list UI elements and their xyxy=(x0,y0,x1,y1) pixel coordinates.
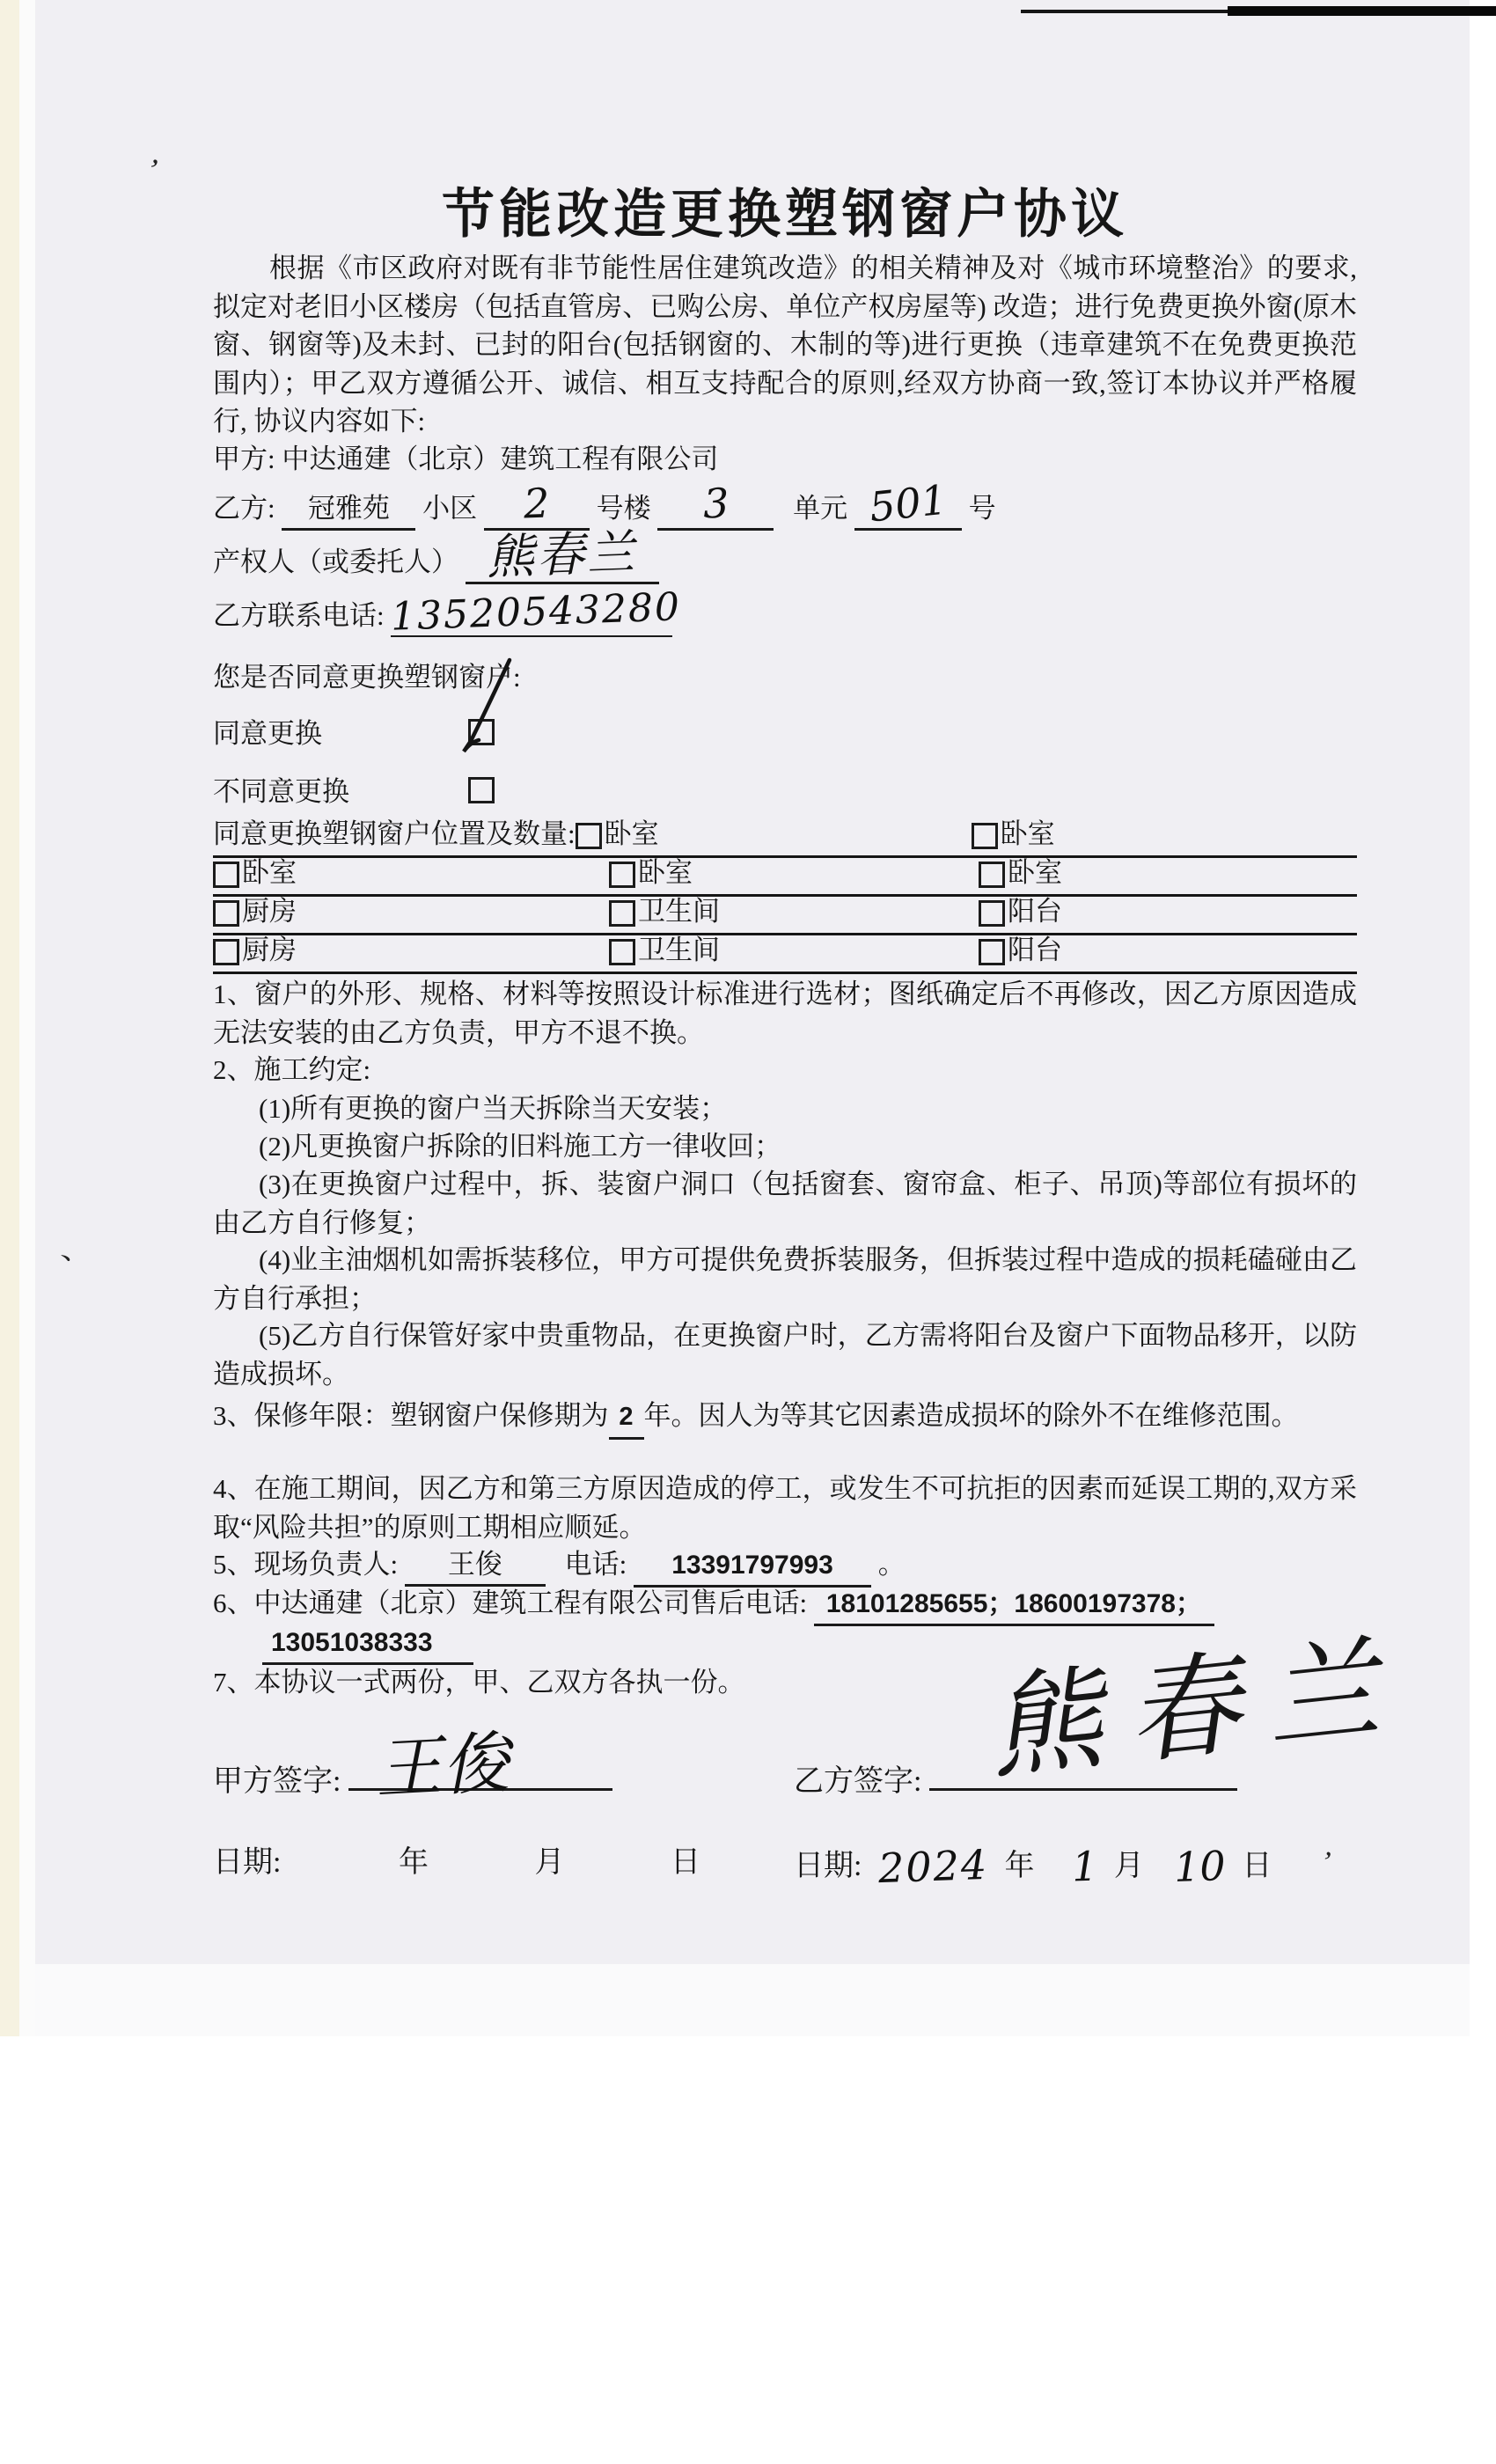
year-suffix: 年 xyxy=(1004,1850,1035,1882)
building-field xyxy=(484,479,590,531)
scanner-background-strip xyxy=(0,0,19,2036)
page-title: 节能改造更换塑钢窗户协议 xyxy=(442,186,1128,244)
party-a-signature-line xyxy=(348,1723,612,1808)
owner-label: 产权人（或委托人） xyxy=(213,546,458,577)
room-label: 厨房 xyxy=(242,935,297,965)
phone-field xyxy=(390,584,683,640)
handwritten-month: 1 xyxy=(1071,1842,1099,1891)
agree-label: 同意更换 xyxy=(213,718,322,749)
ink-mark: ’ xyxy=(143,151,163,188)
room-suffix: 号 xyxy=(968,493,996,524)
unit-field xyxy=(657,479,774,531)
checkbox-icon xyxy=(609,862,635,888)
clause-1: 1、窗户的外形、规格、材料等按照设计标准进行选材；图纸确定后不再修改，因乙方原因造成无法安装的由乙方负责，甲方不退不换。 xyxy=(213,979,1357,1048)
site-manager-value: 王俊 xyxy=(405,1545,546,1587)
clause-2-sub-2: (2)凡更换窗户拆除的旧料施工方一律收回； xyxy=(259,1131,782,1162)
clause-2-sub-5: (5)乙方自行保管好家中贵重物品，在更换窗户时，乙方需将阳台及窗户下面物品移开，以防造成损坏。 xyxy=(213,1320,1357,1390)
aftersales-phones-line1: 18101285655；18600197378； xyxy=(814,1585,1214,1626)
clause-2-sub-4: (4)业主油烟机如需拆装移位，甲方可提供免费拆装服务，但拆装过程中造成的损耗磕碰由乙方自行承担； xyxy=(213,1244,1357,1314)
checkbox-icon xyxy=(972,823,998,849)
room-label: 卫生间 xyxy=(638,896,720,927)
room-label: 卧室 xyxy=(1008,857,1062,888)
warranty-years-value: 2 xyxy=(609,1398,644,1440)
owner-field xyxy=(466,524,659,585)
party-a-date xyxy=(213,1837,794,1885)
room-label: 厨房 xyxy=(242,896,297,927)
phone-label: 乙方联系电话: xyxy=(213,600,385,631)
owner-line xyxy=(213,524,659,585)
building-suffix: 号楼 xyxy=(596,493,651,524)
party-b-date xyxy=(794,1837,1272,1893)
scan-artifact-line xyxy=(1228,6,1496,16)
ink-mark: ’ xyxy=(1318,1845,1335,1880)
clause-3 xyxy=(213,1397,1357,1440)
clause-7: 7、本协议一式两份，甲、乙双方各执一份。 xyxy=(213,1667,745,1698)
community-suffix: 小区 xyxy=(422,493,478,524)
clause-4: 4、在施工期间，因乙方和第三方原因造成的停工，或发生不可抗拒的因素而延误工期的,双方采取“风险共担”的原则工期相应顺延。 xyxy=(213,1473,1357,1543)
handwritten-room: 501 xyxy=(867,475,950,532)
date-label: 日期: xyxy=(794,1850,862,1882)
checkbox-icon xyxy=(979,900,1005,927)
checkbox-icon xyxy=(213,939,239,965)
intro-paragraph: 根据《市区政府对既有非节能性居住建筑改造》的相关精神及对《城市环境整治》的要求,拟定对老旧小区楼房（包括直管房、已购公房、单位产权房屋等) 改造；进行免费更换外窗(原木窗、钢窗等)及未封、已封的阳台(包括钢窗的、木制的等)进行更换（违章建筑不在免费更换范围内）；甲乙双方遵循公开、诚信、相互支持配合的原则,经双方协商一致,签订本协议并严格履行, 协议内容如下: xyxy=(213,253,1357,436)
checkbox-icon xyxy=(213,862,239,888)
clause-5-phone-label: 电话: xyxy=(564,1549,627,1580)
day-suffix: 日 xyxy=(670,1846,700,1879)
clause-2-sub-3: (3)在更换窗户过程中，拆、装窗户洞口（包括窗套、窗帘盒、柜子、吊顶)等部位有损坏的由乙方自行修复； xyxy=(213,1169,1357,1238)
handwritten-building: 2 xyxy=(523,479,551,528)
handwritten-year: 2024 xyxy=(877,1840,989,1893)
checkbox-icon xyxy=(576,823,602,849)
community-field: 冠雅苑 xyxy=(282,489,415,531)
phone-line xyxy=(213,584,683,640)
year-suffix: 年 xyxy=(398,1846,429,1879)
month-suffix: 月 xyxy=(1113,1850,1144,1882)
handwritten-day: 10 xyxy=(1173,1841,1227,1892)
locations-row xyxy=(213,894,1357,935)
checkbox-agree xyxy=(468,719,495,745)
handwritten-phone: 13520543280 xyxy=(390,584,683,640)
clause-2-sub-1: (1)所有更换的窗户当天拆除当天安装； xyxy=(259,1093,728,1124)
consent-question: 您是否同意更换塑钢窗户: xyxy=(213,662,521,693)
room-label: 卫生间 xyxy=(638,935,720,965)
party-b-signature-line xyxy=(929,1753,1237,1791)
clause-2-head: 2、施工约定: xyxy=(213,1054,371,1085)
aftersales-phones-line2: 13051038333 xyxy=(262,1624,473,1665)
disagree-row xyxy=(213,773,495,811)
room-label: 卧室 xyxy=(1000,818,1055,849)
checkbox-icon xyxy=(609,939,635,965)
paper-edge-strip xyxy=(19,0,35,2036)
room-field xyxy=(854,475,962,532)
party-b-label: 乙方: xyxy=(213,493,275,524)
handwritten-owner-name: 熊春兰 xyxy=(486,524,639,585)
clause-5-prefix: 5、现场负责人: xyxy=(213,1549,399,1580)
handwritten-party-a-signature: 王俊 xyxy=(373,1723,511,1808)
clause-6-continued xyxy=(262,1623,473,1665)
unit-suffix: 单元 xyxy=(793,493,848,524)
clause-3-prefix: 3、保修年限：塑钢窗户保修期为 xyxy=(213,1400,609,1431)
party-a-line xyxy=(213,440,718,479)
contract-page xyxy=(35,0,1470,2036)
room-label: 卧室 xyxy=(242,857,297,888)
party-a-value: 中达通建（北京）建筑工程有限公司 xyxy=(282,444,719,474)
room-label: 卧室 xyxy=(638,857,693,888)
handwritten-unit: 3 xyxy=(701,479,730,528)
paper-bottom-edge xyxy=(35,1964,1470,2036)
checkmark-icon xyxy=(458,656,515,755)
checkbox-icon xyxy=(609,900,635,927)
clause-5-suffix: 。 xyxy=(877,1549,906,1580)
locations-row xyxy=(213,855,1357,897)
party-b-signature-label: 乙方签字: xyxy=(794,1765,922,1798)
locations-header-row xyxy=(213,817,1357,858)
clause-6 xyxy=(213,1584,1214,1626)
checkbox-disagree xyxy=(468,777,495,803)
party-a-label: 甲方: xyxy=(213,444,275,474)
room-label: 卧室 xyxy=(604,818,659,849)
clause-6-prefix: 6、中达通建（北京）建筑工程有限公司售后电话: xyxy=(213,1588,808,1618)
disagree-label: 不同意更换 xyxy=(213,776,349,807)
day-suffix: 日 xyxy=(1242,1850,1272,1882)
checkbox-icon xyxy=(979,939,1005,965)
room-label: 阳台 xyxy=(1008,935,1062,965)
site-phone-value: 13391797993 xyxy=(634,1546,871,1588)
date-label: 日期: xyxy=(213,1846,282,1879)
party-b-line xyxy=(213,475,996,532)
party-b-big-signature: 熊春兰 xyxy=(982,1621,1412,1796)
clause-3-suffix: 年。因人为等其它因素造成损坏的除外不在维修范围。 xyxy=(643,1400,1299,1431)
checkbox-icon xyxy=(979,862,1005,888)
month-suffix: 月 xyxy=(534,1846,565,1879)
ink-mark: 、 xyxy=(55,1228,92,1268)
clause-5 xyxy=(213,1545,906,1588)
room-label: 阳台 xyxy=(1008,896,1062,927)
checkbox-icon xyxy=(213,900,239,927)
signature-row xyxy=(213,1723,1357,1808)
locations-row xyxy=(213,933,1357,974)
agree-row xyxy=(213,715,495,753)
party-a-signature-label: 甲方签字: xyxy=(213,1765,341,1798)
locations-header-label: 同意更换塑钢窗户位置及数量: xyxy=(213,818,576,849)
date-row xyxy=(213,1837,1392,1893)
